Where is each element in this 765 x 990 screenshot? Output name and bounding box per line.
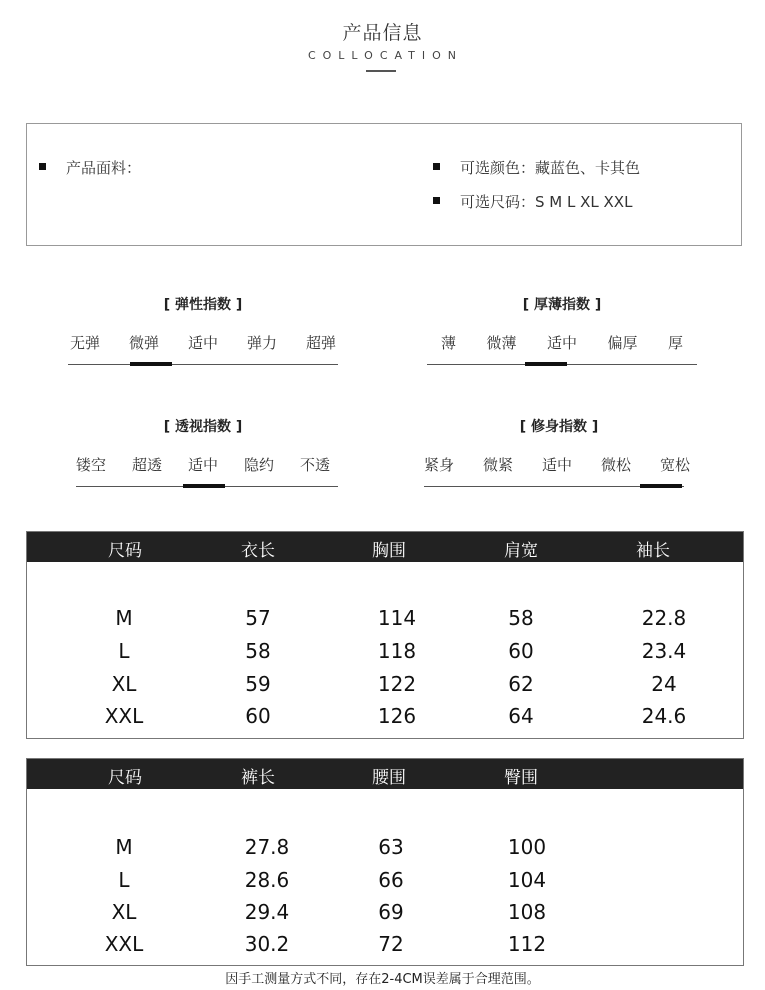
column-header: 尺码 <box>108 768 142 788</box>
colors-label: 可选颜色：藏蓝色、卡其色 <box>460 159 641 177</box>
thickness-index <box>427 294 697 365</box>
index-option: 适中 <box>187 456 218 474</box>
table-cell: 24.6 <box>641 704 687 728</box>
table-cell: 63 <box>378 835 404 859</box>
sizes-label: 可选尺码：S M L XL XXL <box>460 193 633 211</box>
transparency-index <box>68 416 338 487</box>
index-option: 微弹 <box>128 334 159 352</box>
table-cell: 23.4 <box>641 639 687 663</box>
table-cell: 57 <box>245 606 271 630</box>
bullet-icon <box>433 197 440 204</box>
index-title: [ 厚薄指数 ] <box>522 297 602 313</box>
table-cell: 104 <box>507 868 547 892</box>
table-cell: 60 <box>245 704 271 728</box>
index-option: 厚 <box>667 334 683 352</box>
fabric-label: 产品面料： <box>66 159 142 177</box>
column-header: 尺码 <box>108 541 142 561</box>
table-cell: 66 <box>378 868 404 892</box>
table-cell: 122 <box>377 672 417 696</box>
bullet-icon <box>433 163 440 170</box>
index-option: 紧身 <box>424 456 455 474</box>
page-title: 产品信息 <box>342 22 423 44</box>
table-cell: 30.2 <box>244 932 290 956</box>
index-selected-marker <box>130 362 172 366</box>
title-divider <box>366 70 396 72</box>
index-title: [ 弹性指数 ] <box>163 297 243 313</box>
index-option: 薄 <box>441 334 457 352</box>
table-cell: 59 <box>245 672 271 696</box>
index-option: 微薄 <box>486 334 517 352</box>
index-option: 适中 <box>187 334 218 352</box>
index-scale-line <box>68 364 338 365</box>
table-cell: XL <box>111 672 137 696</box>
elasticity-index <box>68 294 338 365</box>
index-option: 不透 <box>299 456 330 474</box>
table-cell: XL <box>111 900 137 924</box>
sizes-line <box>433 191 632 212</box>
index-option: 隐约 <box>243 456 274 474</box>
table-cell: 58 <box>508 606 534 630</box>
product-info-box <box>26 123 742 246</box>
table-header <box>27 759 743 789</box>
table-cell: 58 <box>245 639 271 663</box>
column-header: 臀围 <box>504 768 538 788</box>
table-cell: 69 <box>378 900 404 924</box>
index-option: 适中 <box>541 456 572 474</box>
index-option: 微松 <box>600 456 631 474</box>
measurement-footnote: 因手工测量方式不同，存在2-4CM误差属于合理范围。 <box>225 972 540 987</box>
table-cell: L <box>118 639 130 663</box>
table-cell: XXL <box>104 932 144 956</box>
index-option: 超弹 <box>305 334 336 352</box>
table-cell: 29.4 <box>244 900 290 924</box>
table-cell: M <box>115 835 133 859</box>
table-cell: L <box>118 868 130 892</box>
table-cell: 62 <box>508 672 534 696</box>
table-cell: 112 <box>507 932 547 956</box>
index-option: 无弹 <box>70 334 101 352</box>
table-cell: 28.6 <box>244 868 290 892</box>
page-subtitle: COLLOCATION <box>307 49 464 62</box>
top-size-table <box>26 531 744 739</box>
index-option: 微紧 <box>482 456 513 474</box>
index-selected-marker <box>183 484 225 488</box>
table-cell: 27.8 <box>244 835 290 859</box>
bullet-icon <box>39 163 46 170</box>
fit-index <box>424 416 694 487</box>
fabric-line <box>39 157 141 178</box>
column-header: 裤长 <box>241 768 275 788</box>
index-option: 适中 <box>546 334 577 352</box>
table-cell: 126 <box>377 704 417 728</box>
column-header: 腰围 <box>372 768 406 788</box>
index-option: 镂空 <box>76 456 107 474</box>
index-option: 弹力 <box>246 334 277 352</box>
index-option: 超透 <box>131 456 162 474</box>
column-header: 衣长 <box>241 541 275 561</box>
column-header: 胸围 <box>372 541 406 561</box>
bottom-size-table <box>26 758 744 966</box>
table-cell: 72 <box>378 932 404 956</box>
table-cell: 22.8 <box>641 606 687 630</box>
table-cell: XXL <box>104 704 144 728</box>
table-cell: 118 <box>377 639 417 663</box>
colors-line <box>433 157 640 178</box>
index-title: [ 透视指数 ] <box>163 419 243 435</box>
table-cell: 24 <box>651 672 677 696</box>
index-selected-marker <box>640 484 682 488</box>
index-option: 偏厚 <box>607 334 638 352</box>
index-selected-marker <box>525 362 567 366</box>
table-header <box>27 532 743 562</box>
table-cell: 114 <box>377 606 417 630</box>
table-cell: 64 <box>508 704 534 728</box>
index-option: 宽松 <box>659 456 690 474</box>
column-header: 袖长 <box>636 541 670 561</box>
table-cell: 100 <box>507 835 547 859</box>
index-title: [ 修身指数 ] <box>519 419 599 435</box>
table-cell: M <box>115 606 133 630</box>
table-cell: 60 <box>508 639 534 663</box>
column-header: 肩宽 <box>504 541 538 561</box>
table-cell: 108 <box>507 900 547 924</box>
